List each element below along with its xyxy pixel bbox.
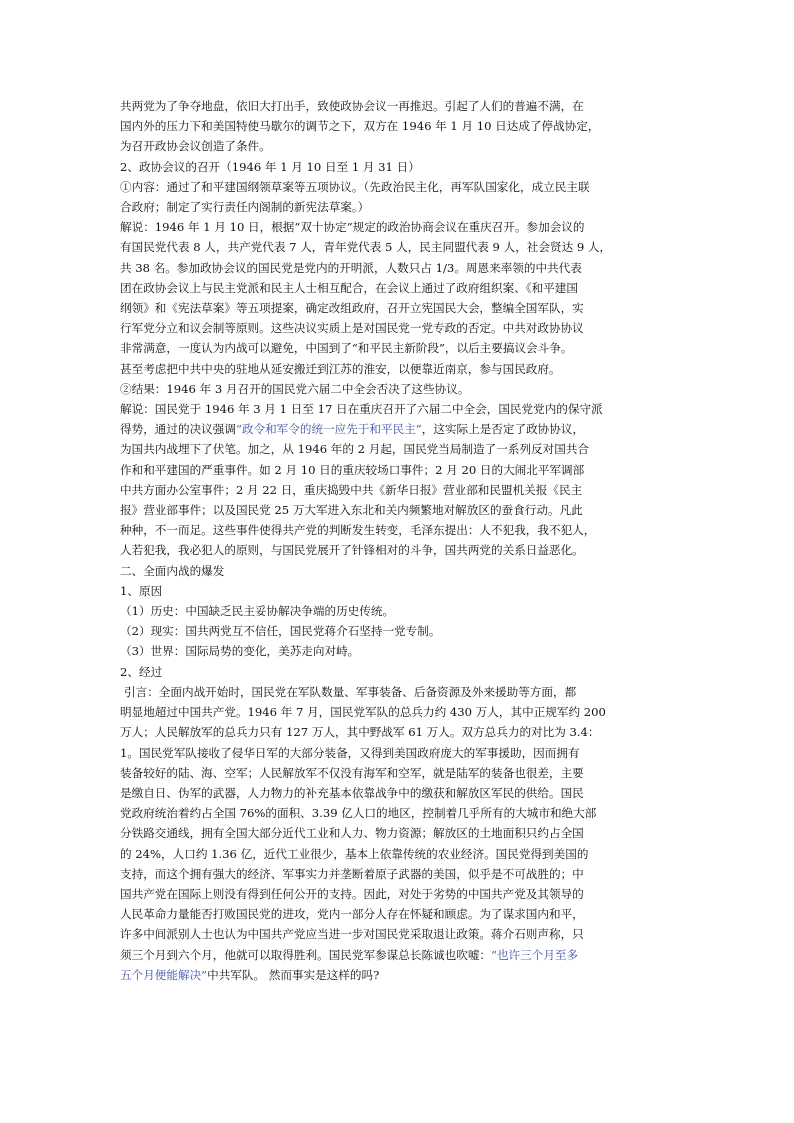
- text-line: 作和和平建国的严重事件。如 2 月 10 日的重庆较场口事件；2 月 20 日的大闹北平军调部: [120, 462, 585, 477]
- text-line: 非常满意，一度认为内战可以避免，中国到了“和平民主新阶段”，以后主要搞议会斗争。: [120, 341, 573, 356]
- document-page: [120, 96, 680, 985]
- text-line: 万人；人民解放军的总兵力只有 127 万人，其中野战军 61 万人。双方总兵力的对比为 3.4：: [120, 725, 600, 740]
- text-line: 许多中间派别人士也认为中国共产党应当进一步对国民党采取退让政策。蒋介石则声称，只: [120, 927, 584, 942]
- text-line: 种种，不一而足。这些事件使得共产党的判断发生转变，毛泽东提出：人不犯我，我不犯人，: [120, 523, 596, 538]
- text-line: 是缴自日、伪军的武器，人力物力的补充基本依靠战争中的缴获和解放区军民的供给。国民: [120, 785, 584, 800]
- section-heading: 二、全面内战的爆发: [120, 563, 225, 578]
- text-line: 解说：国民党于 1946 年 3 月 1 日至 17 日在重庆召开了六届二中全会，国民党党内的保守派: [120, 402, 603, 417]
- text-line: [120, 419, 680, 439]
- text-line: 共 38 名。参加政协会议的国民党是党内的开明派，人数只占 1/3。周恩来率领的中共代表: [120, 260, 582, 275]
- list-item: （1）历史：中国缺乏民主妥协解决争端的历史传统。: [120, 604, 395, 619]
- text-line: 甚至考虑把中共中央的驻地从延安搬迁到江苏的淮安，以便靠近南京，参与国民政府。: [120, 361, 561, 376]
- text-line: 团在政协会议上与民主党派和民主人士相互配合，在会议上通过了政府组织案、《和平建国: [120, 280, 578, 295]
- text-line: 合政府；制定了实行责任内阁制的新宪法草案。）: [120, 200, 370, 215]
- text-line: [120, 945, 680, 965]
- list-item: （2）现实：国共两党互不信任，国民党蒋介石坚持一党专制。: [120, 624, 441, 639]
- text-line: 引言：全面内战开始时，国民党在军队数量、军事装备、后备资源及外来援助等方面，都: [124, 684, 577, 699]
- text-line: 人民革命力量能否打败国民党的进攻，党内一部分人存在怀疑和顾虑。为了谋求国内和平，: [120, 907, 584, 922]
- text-line: 行军党分立和议会制等原则。这些决议实质上是对国民党一党专政的否定。中共对政协协议: [120, 321, 584, 336]
- subsection-heading: 1、原因: [120, 583, 163, 598]
- subsection-heading: 2、经过: [120, 664, 163, 679]
- text-line: 解说：1946 年 1 月 10 日，根据“双十协定”规定的政治协商会议在重庆召开。参加会议的: [120, 220, 585, 235]
- text-line: 为召开政协会议创造了条件。: [120, 139, 271, 154]
- text-line: 的 24%，人口约 1.36 亿，近代工业很少，基本上依靠传统的农业经济。国民党得到美国的: [120, 846, 589, 861]
- text-span: ，这实际上是否定了政协协议，: [421, 422, 585, 437]
- text-line: 国共产党在国际上则没有得到任何公开的支持。因此，对处于劣势的中国共产党及其领导的: [120, 886, 584, 901]
- text-span: 中共军队。 然而事实是这样的吗?: [207, 967, 380, 982]
- text-line: 报》营业部事件；以及国民党 25 万大军进入东北和关内频繁地对解放区的蚕食行动。凡此: [120, 503, 583, 518]
- text-line: 为国共内战埋下了伏笔。加之，从 1946 年的 2 月起，国民党当局制造了一系列反对国共合: [120, 442, 590, 457]
- text-line: 装备较好的陆、海、空军；人民解放军不仅没有海军和空军，就是陆军的装备也很差，主要: [120, 765, 584, 780]
- text-line: 纲领》和《宪法草案》等五项提案，确定改组政府，召开立宪国民大会，整编全国军队，实: [120, 301, 584, 316]
- quoted-text: “政令和军令的统一应先于和平民主”: [235, 422, 422, 437]
- text-line: 有国民党代表 8 人，共产党代表 7 人，青年党代表 5 人，民主同盟代表 9 人，社会贤达 9 人，: [120, 240, 612, 255]
- text-line: ②结果：1946 年 3 月召开的国民党六届二中全会否决了这些协议。: [120, 381, 470, 396]
- text-line: 分铁路交通线，拥有全国大部分近代工业和人力、物力资源；解放区的土地面积只约占全国: [120, 826, 584, 841]
- text-line: 支持，而这个拥有强大的经济、军事实力并垄断着原子武器的美国，似乎是不可战胜的；中: [120, 866, 584, 881]
- text-line: 明显地超过中国共产党。1946 年 7 月，国民党军队的总兵力约 430 万人，其中正规军约 200: [120, 705, 606, 720]
- quoted-text: 五个月便能解决”: [120, 967, 208, 982]
- text-line: 党政府统治着约占全国 76%的面积、3.39 亿人口的地区，控制着几乎所有的大城市和绝大部: [120, 806, 597, 821]
- text-line: 人若犯我，我必犯人的原则，与国民党展开了针锋相对的斗争，国共两党的关系日益恶化。: [120, 543, 584, 558]
- text-line: 中共方面办公室事件；2 月 22 日，重庆捣毁中共《新华日报》营业部和民盟机关报《民主: [120, 482, 583, 497]
- quoted-text: “也许三个月至多: [491, 947, 579, 962]
- text-line: [120, 965, 680, 985]
- text-line: 国内外的压力下和美国特使马歇尔的调节之下，双方在 1946 年 1 月 10 日达成了停战协定，: [120, 119, 600, 134]
- section-heading: 2、政协会议的召开（1946 年 1 月 10 日至 1 月 31 日）: [120, 159, 420, 174]
- text-span: 得势，通过的决议强调: [120, 422, 236, 437]
- text-line: ①内容：通过了和平建国纲领草案等五项协议。（先政治民主化，再军队国家化，成立民主联: [120, 179, 590, 194]
- text-line: 共两党为了争夺地盘，依旧大打出手，致使政协会议一再推迟。引起了人们的普遍不满，在: [120, 99, 584, 113]
- text-line: 1。国民党军队接收了侵华日军的大部分装备，又得到美国政府庞大的军事援助，因而拥有: [120, 745, 580, 760]
- text-span: 须三个月到六个月，他就可以取得胜利。国民党军参谋总长陈诚也吹嘘：: [120, 947, 492, 962]
- list-item: （3）世界：国际局势的变化，美苏走向对峙。: [120, 644, 360, 659]
